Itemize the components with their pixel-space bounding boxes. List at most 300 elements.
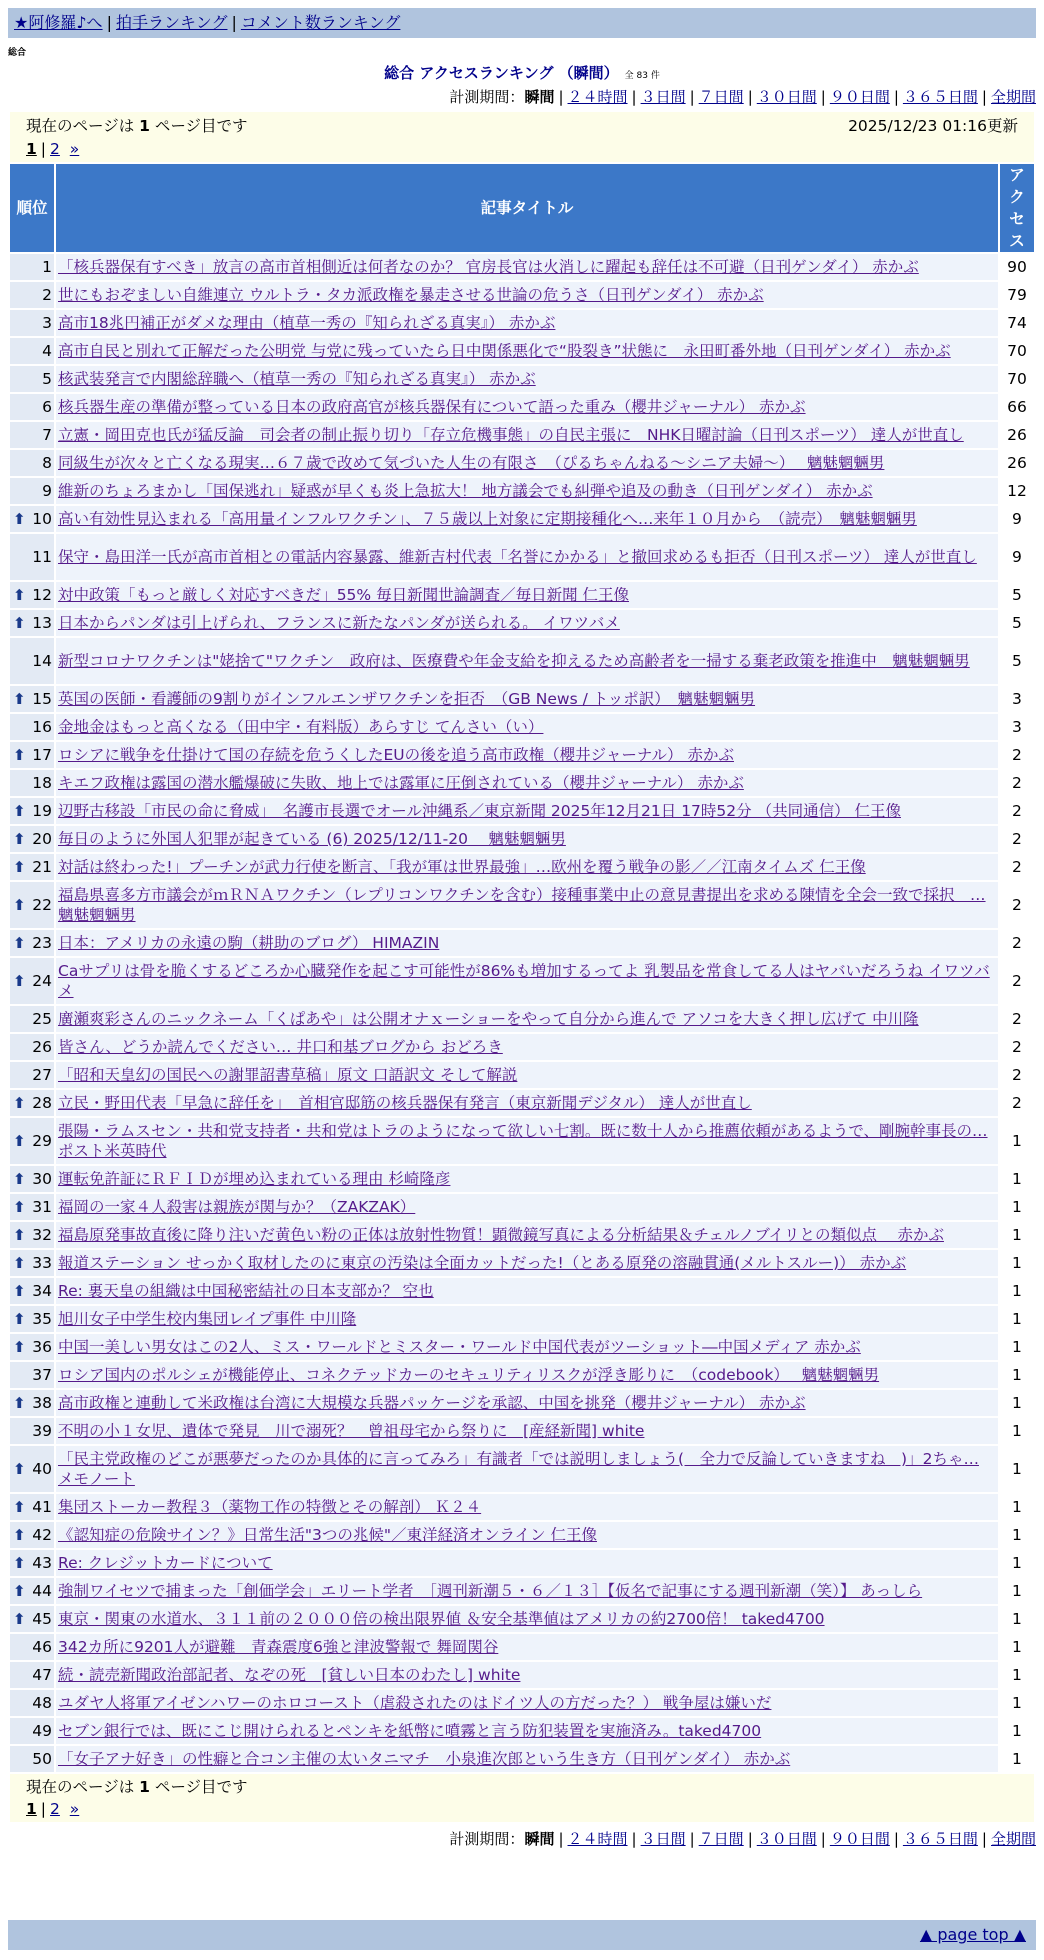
access-count: 9 [1000, 506, 1034, 532]
rank-number: 8 [42, 454, 52, 472]
article-link[interactable]: ユダヤ人将軍アイゼンハワーのホロコースト（虐殺されたのはドイツ人の方だった？） 戦争屋は嫌いだ [58, 1694, 772, 1712]
period-link[interactable]: ２４時間 [567, 88, 628, 106]
rank-cell [10, 1090, 54, 1116]
rank-column-header: 順位 [10, 164, 54, 252]
pager-separator: | [40, 140, 47, 158]
title-cell [56, 1306, 998, 1332]
table-row [10, 882, 1034, 928]
table-row [10, 1550, 1034, 1576]
rank-cell [10, 638, 54, 684]
up-arrow-icon: ⬆ [13, 858, 26, 876]
rank-number: 17 [32, 746, 52, 764]
table-row [10, 1662, 1034, 1688]
access-count: 1 [1000, 1494, 1034, 1520]
article-link[interactable]: Caサプリは骨を脆くするどころか心臓発作を起こす可能性が86%も増加するってよ 乳製品を常食してる人はヤバいだろうね イワツバメ [58, 962, 990, 1000]
period-link[interactable]: 全期間 [990, 1830, 1036, 1848]
period-separator: | [689, 1830, 695, 1848]
title-cell [56, 1634, 998, 1660]
comment-ranking-link[interactable]: コメント数ランキング [240, 13, 401, 32]
rank-cell [10, 930, 54, 956]
title-cell [56, 1418, 998, 1444]
access-count: 66 [1000, 394, 1034, 420]
rank-number: 46 [32, 1638, 52, 1656]
article-link[interactable]: 「民主党政権のどこが悪夢だったのか具体的に言ってみろ」有識者「では説明しましょう( 全力で反論していきますね )」2ちゃ… メモノート [58, 1450, 979, 1488]
title-cell [56, 1118, 998, 1164]
period-separator: | [631, 88, 637, 106]
article-link[interactable]: 342カ所に9201人が避難 青森震度6強と津波警報で 舞岡関谷 [58, 1638, 499, 1656]
up-arrow-icon: ⬆ [13, 802, 26, 820]
article-link[interactable]: 「女子アナ好き」の性癖と合コン主催の太いタニマチ 小泉進次郎という生き方（日刊ゲンダイ） 赤かぶ [58, 1750, 791, 1768]
rank-cell [10, 1362, 54, 1388]
up-arrow-icon: ⬆ [13, 1198, 26, 1216]
rank-cell [10, 854, 54, 880]
period-link[interactable]: ３６５日間 [902, 1830, 978, 1848]
rank-number: 32 [32, 1226, 52, 1244]
top-nav-bar [8, 8, 1036, 38]
article-link[interactable]: 保守・島田洋一氏が高市首相との電話内容暴露、維新吉村代表「名誉にかかる」と撤回求めるも拒否（日刊スポーツ） 達人が世直し [58, 548, 977, 566]
title-cell [56, 1222, 998, 1248]
access-count: 1 [1000, 1390, 1034, 1416]
rank-number: 11 [32, 548, 52, 566]
pager-next[interactable]: » [69, 1800, 80, 1818]
access-count: 3 [1000, 686, 1034, 712]
article-link[interactable]: 日本：アメリカの永遠の駒（耕助のブログ） HIMAZIN [58, 934, 440, 952]
article-link[interactable]: ロシア国内のポルシェが機能停止、コネクテッドカーのセキュリティリスクが浮き彫りに （codebook） 魑魅魍魎男 [58, 1366, 880, 1384]
rank-cell [10, 1690, 54, 1716]
up-arrow-icon: ⬆ [13, 1394, 26, 1412]
access-count: 5 [1000, 638, 1034, 684]
rank-cell [10, 310, 54, 336]
title-cell [56, 478, 998, 504]
access-count: 1 [1000, 1718, 1034, 1744]
title-cell [56, 798, 998, 824]
period-separator: | [747, 88, 753, 106]
title-column-header: 記事タイトル [56, 164, 998, 252]
rank-cell [10, 770, 54, 796]
period-link[interactable]: ２４時間 [567, 1830, 628, 1848]
article-link[interactable]: 《認知症の危険サイン？》日常生活"3つの兆候"／東洋経済オンライン 仁王像 [58, 1526, 597, 1544]
article-link[interactable]: 日本からパンダは引上げられ、フランスに新たなパンダが送られる。 イワツバメ [58, 614, 620, 632]
period-link[interactable]: ９０日間 [829, 88, 890, 106]
access-count: 1 [1000, 1118, 1034, 1164]
period-current: 瞬間 [524, 1830, 555, 1848]
rank-number: 13 [32, 614, 52, 632]
access-count: 90 [1000, 254, 1034, 280]
up-arrow-icon: ⬆ [13, 830, 26, 848]
period-label: 計測期間： [449, 88, 525, 106]
access-count: 1 [1000, 1746, 1034, 1772]
rank-cell [10, 1634, 54, 1660]
period-link[interactable]: ７日間 [698, 1830, 744, 1848]
period-link[interactable]: ３０日間 [756, 88, 817, 106]
rank-number: 50 [32, 1750, 52, 1768]
rank-number: 31 [32, 1198, 52, 1216]
title-cell [56, 1194, 998, 1220]
period-separator: | [820, 1830, 826, 1848]
rank-cell [10, 798, 54, 824]
period-link[interactable]: ７日間 [698, 88, 744, 106]
article-link[interactable]: 辺野古移設「市民の命に脅威」 名護市長選でオール沖縄系／東京新聞 2025年12月21日 17時52分 （共同通信） 仁王像 [58, 802, 901, 820]
rank-cell [10, 1062, 54, 1088]
rank-number: 35 [32, 1310, 52, 1328]
title-cell [56, 282, 998, 308]
article-link[interactable]: 「核兵器保有すべき」放言の高市首相側近は何者なのか？ 官房長官は火消しに躍起も辞任は不可避（日刊ゲンダイ） 赤かぶ [58, 258, 919, 276]
rank-cell [10, 1306, 54, 1332]
article-link[interactable]: 続・読売新聞政治部記者、なぞの死 [貧しい日本のわたし] white [58, 1666, 521, 1684]
period-separator: | [558, 88, 564, 106]
rank-number: 15 [32, 690, 52, 708]
access-count: 79 [1000, 282, 1034, 308]
page-info-number: 1 [139, 1778, 150, 1796]
article-link[interactable]: 運転免許証にＲＦＩＤが埋め込まれている理由 杉崎隆彦 [58, 1170, 451, 1188]
table-row [10, 930, 1034, 956]
updated-time: 2025/12/23 01:16更新 [848, 117, 1018, 135]
title-cell [56, 930, 998, 956]
title-cell [56, 422, 998, 448]
up-arrow-icon: ⬆ [13, 1094, 26, 1112]
title-cell [56, 310, 998, 336]
article-link[interactable]: 福島県喜多方市議会がｍＲＮＡワクチン（レプリコンワクチンを含む）接種事業中止の意見書提出を求める陳情を全会一致で採択 … 魑魅魍魎男 [58, 886, 986, 924]
table-row [10, 478, 1034, 504]
table-row [10, 1418, 1034, 1444]
rank-cell [10, 742, 54, 768]
rank-cell [10, 506, 54, 532]
rank-number: 18 [32, 774, 52, 792]
table-row [10, 742, 1034, 768]
article-link[interactable]: 「昭和天皇幻の国民への謝罪詔書草稿」原文 口語訳文 そして解説 [58, 1066, 518, 1084]
article-link[interactable]: 核武装発言で内閣総辞職へ（植草一秀の『知られざる真実』） 赤かぶ [58, 370, 536, 388]
rank-cell [10, 686, 54, 712]
up-arrow-icon: ⬆ [13, 1282, 26, 1300]
pager-current: 1 [26, 140, 37, 158]
rank-cell [10, 534, 54, 580]
title-cell [56, 1390, 998, 1416]
article-link[interactable]: ロシアに戦争を仕掛けて国の存続を危うくしたEUの後を追う高市政権（櫻井ジャーナル） 赤かぶ [58, 746, 734, 764]
article-link[interactable]: 金地金はもっと高くなる（田中宇・有料版）あらすじ てんさい（い） [58, 718, 544, 736]
article-link[interactable]: 張陽・ラムスセン・共和党支持者・共和党はトラのようになって欲しい七割。既に数十人から推薦依頼があるようで、剛腕幹事長の… ポスト米英時代 [58, 1122, 988, 1160]
title-cell [56, 1550, 998, 1576]
home-link[interactable]: ★阿修羅♪へ [14, 13, 103, 32]
table-row [10, 770, 1034, 796]
article-link[interactable]: 高市自民と別れて正解だった公明党 与党に残っていたら日中関係悪化で“股裂き”状態に 永田町番外地（日刊ゲンダイ） 赤かぶ [58, 342, 951, 360]
rank-number: 44 [32, 1582, 52, 1600]
up-arrow-icon: ⬆ [13, 510, 26, 528]
page-info-prefix: 現在のページは [26, 1778, 140, 1796]
up-arrow-icon: ⬆ [13, 1170, 26, 1188]
page-top-link[interactable]: ▲ page top ▲ [919, 1925, 1026, 1944]
rank-number: 49 [32, 1722, 52, 1740]
article-link[interactable]: 高市政権と連動して米政権は台湾に大規模な兵器パッケージを承認、中国を挑発（櫻井ジャーナル） 赤かぶ [58, 1394, 806, 1412]
rank-number: 6 [42, 398, 52, 416]
title-cell [56, 450, 998, 476]
table-row [10, 610, 1034, 636]
rank-cell [10, 1250, 54, 1276]
period-link[interactable]: ３０日間 [756, 1830, 817, 1848]
title-cell [56, 1690, 998, 1716]
rank-number: 21 [32, 858, 52, 876]
access-count: 74 [1000, 310, 1034, 336]
period-label: 計測期間： [449, 1830, 525, 1848]
table-row [10, 1634, 1034, 1660]
rank-cell [10, 1194, 54, 1220]
article-link[interactable]: 対話は終わった!」プーチンが武力行使を断言、「我が軍は世界最強」…欧州を覆う戦争の影／／江南タイムズ 仁王像 [58, 858, 866, 876]
page-title: 総合 アクセスランキング （瞬間） [384, 64, 619, 82]
up-arrow-icon: ⬆ [13, 896, 26, 914]
rank-number: 4 [42, 342, 52, 360]
access-count: 2 [1000, 1034, 1034, 1060]
rank-number: 29 [32, 1132, 52, 1150]
access-count: 1 [1000, 1222, 1034, 1248]
article-link[interactable]: 福岡の一家４人殺害は親族が関与か？（ZAKZAK） [58, 1198, 416, 1216]
rank-cell [10, 1550, 54, 1576]
rank-cell [10, 254, 54, 280]
article-link[interactable]: 報道ステーション せっかく取材したのに東京の汚染は全面カットだった!（とある原発の溶融貫通(メルトスルー)） 赤かぶ [58, 1254, 907, 1272]
rank-number: 47 [32, 1666, 52, 1684]
article-link[interactable]: 立憲・岡田克也氏が猛反論 司会者の制止振り切り「存立危機事態」の自民主張に NHK日曜討論（日刊スポーツ） 達人が世直し [58, 426, 964, 444]
title-cell [56, 742, 998, 768]
rank-number: 43 [32, 1554, 52, 1572]
rank-number: 19 [32, 802, 52, 820]
up-arrow-icon: ⬆ [13, 1254, 26, 1272]
title-cell [56, 1090, 998, 1116]
rank-cell [10, 1118, 54, 1164]
title-cell [56, 826, 998, 852]
title-cell [56, 1250, 998, 1276]
access-count: 1 [1000, 1278, 1034, 1304]
table-row [10, 1090, 1034, 1116]
rank-number: 10 [32, 510, 52, 528]
table-row [10, 714, 1034, 740]
page-info-top [10, 112, 1034, 162]
rank-number: 30 [32, 1170, 52, 1188]
article-link[interactable]: 対中政策「もっと厳しく対応すべきだ」55% 毎日新聞世論調査／毎日新聞 仁王像 [58, 586, 629, 604]
article-link[interactable]: 維新のちょろまかし「国保逃れ」疑惑が早くも炎上急拡大！ 地方議会でも糾弾や追及の動き（日刊ゲンダイ） 赤かぶ [58, 482, 873, 500]
article-link[interactable]: キエフ政権は露国の潜水艦爆破に失敗、地上では露軍に圧倒されている（櫻井ジャーナル） 赤かぶ [58, 774, 744, 792]
rank-cell [10, 366, 54, 392]
period-link[interactable]: ３日間 [640, 1830, 686, 1848]
rank-number: 33 [32, 1254, 52, 1272]
period-separator: | [631, 1830, 637, 1848]
pager-page-2[interactable]: 2 [50, 140, 60, 158]
table-row [10, 1034, 1034, 1060]
rank-number: 24 [32, 972, 52, 990]
access-count: 70 [1000, 366, 1034, 392]
table-row [10, 854, 1034, 880]
access-count: 1 [1000, 1446, 1034, 1492]
table-row [10, 1690, 1034, 1716]
rank-cell [10, 1278, 54, 1304]
title-cell [56, 714, 998, 740]
title-cell [56, 1606, 998, 1632]
table-row [10, 1278, 1034, 1304]
rank-cell [10, 1522, 54, 1548]
up-arrow-icon: ⬆ [13, 1582, 26, 1600]
article-link[interactable]: 廣瀬爽彩さんのニックネーム「くぱあや」は公開オナｘーショーをやって自分から進んで アソコを大きく押し広げて 中川隆 [58, 1010, 919, 1028]
nav-separator: | [106, 13, 112, 32]
period-link[interactable]: 全期間 [990, 88, 1036, 106]
table-row [10, 1118, 1034, 1164]
rank-cell [10, 1034, 54, 1060]
rank-number: 27 [32, 1066, 52, 1084]
table-row [10, 1606, 1034, 1632]
table-row [10, 422, 1034, 448]
rank-cell [10, 714, 54, 740]
title-cell [56, 1662, 998, 1688]
ranking-rows [10, 254, 1034, 1772]
table-row [10, 1194, 1034, 1220]
article-link[interactable]: 集団ストーカー教程３（薬物工作の特徴とその解剖） Ｋ２４ [58, 1498, 482, 1516]
period-link[interactable]: ３日間 [640, 88, 686, 106]
access-count: 2 [1000, 882, 1034, 928]
rank-cell [10, 450, 54, 476]
page-info-text [26, 117, 248, 135]
title-cell [56, 394, 998, 420]
access-count: 9 [1000, 534, 1034, 580]
rank-cell [10, 478, 54, 504]
rank-number: 41 [32, 1498, 52, 1516]
rank-number: 7 [42, 426, 52, 444]
rank-number: 3 [42, 314, 52, 332]
article-link[interactable]: 皆さん、どうか読んでください… 井口和基ブログから おどろき [58, 1038, 503, 1056]
period-link[interactable]: ９０日間 [829, 1830, 890, 1848]
title-cell [56, 1718, 998, 1744]
table-row [10, 1522, 1034, 1548]
access-count: 2 [1000, 798, 1034, 824]
up-arrow-icon: ⬆ [13, 972, 26, 990]
article-link[interactable]: 世にもおぞましい自維連立 ウルトラ・タカ派政権を暴走させる世論の危うさ（日刊ゲンダイ） 赤かぶ [58, 286, 764, 304]
article-link[interactable]: 中国一美しい男女はこの2人、ミス・ワールドとミスター・ワールド中国代表がツーショット―中国メディア 赤かぶ [58, 1338, 861, 1356]
access-count: 12 [1000, 478, 1034, 504]
article-link[interactable]: Re: クレジットカードについて [58, 1554, 273, 1572]
up-arrow-icon: ⬆ [13, 1226, 26, 1244]
period-bar-top [449, 86, 1036, 108]
pager-next[interactable]: » [69, 140, 80, 158]
article-link[interactable]: 不明の小１女児、遺体で発見 川で溺死？ 曾祖母宅から祭りに [産経新聞] white [58, 1422, 645, 1440]
rank-cell [10, 826, 54, 852]
table-row [10, 1306, 1034, 1332]
table-row [10, 1390, 1034, 1416]
access-count: 1 [1000, 1634, 1034, 1660]
total-count: 全 83 件 [624, 71, 660, 81]
access-count: 5 [1000, 582, 1034, 608]
rank-cell [10, 1390, 54, 1416]
table-row [10, 1578, 1034, 1604]
rank-number: 14 [32, 652, 52, 670]
up-arrow-icon: ⬆ [13, 1498, 26, 1516]
title-cell [56, 882, 998, 928]
title-cell [56, 338, 998, 364]
rank-number: 40 [32, 1460, 52, 1478]
access-count: 26 [1000, 450, 1034, 476]
rank-number: 20 [32, 830, 52, 848]
up-arrow-icon: ⬆ [13, 1310, 26, 1328]
table-row [10, 1746, 1034, 1772]
access-column-header: アクセス [1000, 164, 1034, 252]
access-count: 1 [1000, 1550, 1034, 1576]
up-arrow-icon: ⬆ [13, 1554, 26, 1572]
article-link[interactable]: 東京・関東の水道水、３１１前の２０００倍の検出限界値 ＆安全基準値はアメリカの約2700倍！ taked4700 [58, 1610, 825, 1628]
up-arrow-icon: ⬆ [13, 690, 26, 708]
title-cell [56, 1578, 998, 1604]
rank-number: 36 [32, 1338, 52, 1356]
article-link[interactable]: 福島原発事故直後に降り注いだ黄色い粉の正体は放射性物質！顕微鏡写真による分析結果＆チェルノブイリとの類似点 赤かぶ [58, 1226, 944, 1244]
rank-number: 45 [32, 1610, 52, 1628]
rank-number: 39 [32, 1422, 52, 1440]
rank-number: 38 [32, 1394, 52, 1412]
rank-cell [10, 1494, 54, 1520]
article-link[interactable]: 立民・野田代表「早急に辞任を」 首相官邸筋の核兵器保有発言（東京新聞デジタル） 達人が世直し [58, 1094, 752, 1112]
article-link[interactable]: 新型コロナワクチンは"姥捨て"ワクチン 政府は、医療費や年金支給を抑えるため高齢者を一掃する棄老政策を推進中 魑魅魍魎男 [58, 652, 970, 670]
access-count: 2 [1000, 1006, 1034, 1032]
rank-cell [10, 1334, 54, 1360]
title-cell [56, 1362, 998, 1388]
table-row [10, 1006, 1034, 1032]
applause-ranking-link[interactable]: 拍手ランキング [115, 13, 228, 32]
rank-cell [10, 1662, 54, 1688]
article-link[interactable]: 英国の医師・看護師の9割りがインフルエンザワクチンを拒否 （GB News / トッポ訳） 魑魅魍魎男 [58, 690, 756, 708]
period-separator: | [747, 1830, 753, 1848]
rank-number: 37 [32, 1366, 52, 1384]
article-link[interactable]: 旭川女子中学生校内集団レイプ事件 中川隆 [58, 1310, 357, 1328]
table-row [10, 366, 1034, 392]
pager-page-2[interactable]: 2 [50, 1800, 60, 1818]
page-info-bottom [10, 1774, 1034, 1822]
title-cell [56, 1006, 998, 1032]
title-cell [56, 1166, 998, 1192]
access-count: 2 [1000, 826, 1034, 852]
title-cell [56, 770, 998, 796]
rank-cell [10, 1718, 54, 1744]
article-link[interactable]: 強制ワイセツで捕まった「創価学会」エリート学者 ［週刊新潮５・６／１３］【仮名で記事にする週刊新潮（笑）】 あっしら [58, 1582, 923, 1600]
table-row [10, 450, 1034, 476]
up-arrow-icon: ⬆ [13, 1460, 26, 1478]
title-cell [56, 1062, 998, 1088]
title-cell [56, 534, 998, 580]
article-link[interactable]: 同級生が次々と亡くなる現実…６７歳で改めて気づいた人生の有限さ （ぴるちゃんねる～シニア夫婦～） 魑魅魍魎男 [58, 454, 885, 472]
access-count: 1 [1000, 1250, 1034, 1276]
access-count: 2 [1000, 742, 1034, 768]
up-arrow-icon: ⬆ [13, 934, 26, 952]
rank-cell [10, 1006, 54, 1032]
article-link[interactable]: セブン銀行では、既にこじ開けられるとペンキを紙幣に噴霧と言う防犯装置を実施済み。taked4700 [58, 1722, 762, 1740]
rank-number: 12 [32, 586, 52, 604]
period-separator: | [820, 88, 826, 106]
rank-cell [10, 1606, 54, 1632]
article-link[interactable]: 高市18兆円補正がダメな理由（植草一秀の『知られざる真実』） 赤かぶ [58, 314, 556, 332]
table-row [10, 254, 1034, 280]
period-link[interactable]: ３６５日間 [902, 88, 978, 106]
access-count: 26 [1000, 422, 1034, 448]
access-count: 5 [1000, 610, 1034, 636]
article-link[interactable]: Re: 裏天皇の組織は中国秘密結社の日本支部か？ 空也 [58, 1282, 434, 1300]
article-link[interactable]: 核兵器生産の準備が整っている日本の政府高官が核兵器保有について語った重み（櫻井ジャーナル） 赤かぶ [58, 398, 806, 416]
article-link[interactable]: 高い有効性見込まれる「高用量インフルワクチン」、７５歳以上対象に定期接種化へ…来年１０月から （読売） 魑魅魍魎男 [58, 510, 917, 528]
page-info-suffix: ページ目です [149, 117, 248, 135]
rank-number: 23 [32, 934, 52, 952]
rank-cell [10, 610, 54, 636]
access-count: 3 [1000, 714, 1034, 740]
rank-cell [10, 282, 54, 308]
title-row [0, 62, 1044, 83]
table-row [10, 798, 1034, 824]
rank-cell [10, 1222, 54, 1248]
table-row [10, 534, 1034, 580]
rank-number: 25 [32, 1010, 52, 1028]
rank-number: 5 [42, 370, 52, 388]
table-row [10, 338, 1034, 364]
article-link[interactable]: 毎日のように外国人犯罪が起きている (6) 2025/12/11-20 魑魅魍魎男 [58, 830, 566, 848]
table-row [10, 282, 1034, 308]
